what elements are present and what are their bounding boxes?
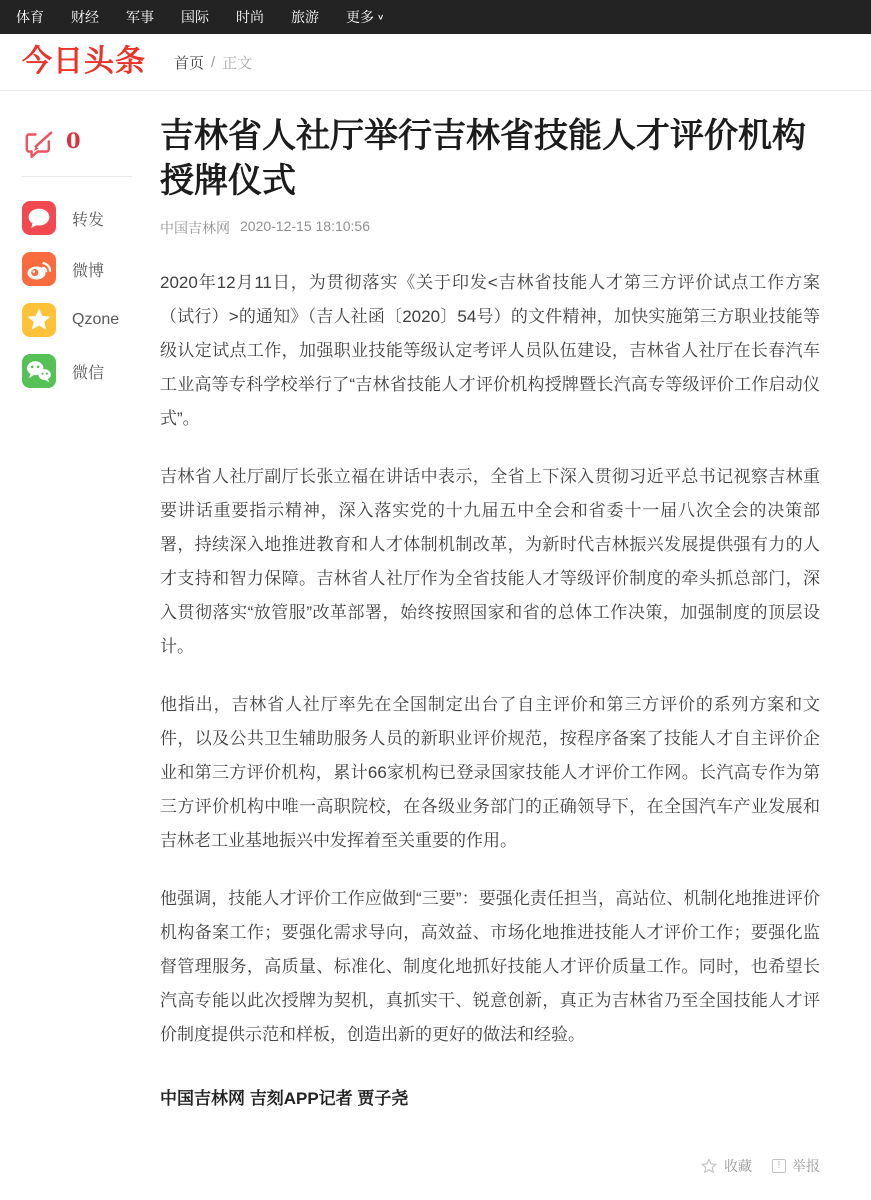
breadcrumb-separator: /: [211, 53, 216, 71]
weibo-icon: [22, 252, 56, 286]
comment-count: 0: [66, 128, 81, 153]
article-source: 中国吉林网: [160, 219, 230, 236]
nav-item-finance[interactable]: 财经: [71, 9, 99, 25]
site-logo[interactable]: 今日头条: [22, 45, 146, 78]
wechat-icon: [22, 354, 56, 388]
share-item-label: 微信: [72, 364, 105, 382]
share-item-repost[interactable]: [22, 201, 160, 235]
report-icon: !: [772, 1159, 786, 1173]
share-item-wechat[interactable]: [22, 354, 160, 388]
nav-item-sports[interactable]: 体育: [16, 9, 44, 25]
report-label: 举报: [792, 1157, 820, 1174]
share-item-qzone[interactable]: [22, 303, 160, 337]
report-button[interactable]: [772, 1156, 820, 1176]
star-icon: [700, 1157, 718, 1175]
article-byline: 中国吉林网 吉刻APP记者 贾子尧: [160, 1088, 409, 1108]
nav-item-international[interactable]: 国际: [181, 9, 209, 25]
breadcrumb-current: 正文: [222, 54, 253, 72]
nav-item-more[interactable]: [346, 7, 384, 27]
share-item-label: 微博: [72, 262, 105, 280]
article-paragraph: 他指出，吉林省人社厅率先在全国制定出台了自主评价和第三方评价的系列方案和文件，以及公共卫生辅助服务人员的新职业评价规范，按程序备案了技能人才自主评价企业和第三方评价机构，累计66家机构已登录国家技能人才评价工作网。长汽高专作为第三方评价机构中唯一高职院校，在各级业务部门的正确领导下，在全国汽车产业发展和吉林老工业基地振兴中发挥着至关重要的作用。: [160, 694, 820, 850]
share-item-label: 转发: [72, 211, 105, 229]
article-title: 吉林省人社厅举行吉林省技能人才评价机构授牌仪式: [160, 117, 806, 200]
chat-bubble-icon: [22, 201, 56, 235]
article-datetime: 2020-12-15 18:10:56: [240, 217, 370, 234]
breadcrumb: [174, 52, 252, 73]
article: [160, 114, 820, 1200]
breadcrumb-home[interactable]: 首页: [174, 54, 205, 72]
chevron-down-icon: ∨: [377, 12, 385, 22]
favorite-button[interactable]: [700, 1156, 752, 1176]
article-paragraph: 2020年12月11日，为贯彻落实《关于印发<吉林省技能人才第三方评价试点工作方案（试行）>的通知》（吉人社函〔2020〕54号）的文件精神，加快实施第三方职业技能等级认定试点工作，加强职业技能等级认定考评人员队伍建设，吉林省人社厅在长春汽车工业高等专科学校举行了“吉林省技能人才评价机构授牌暨长汽高专等级评价工作启动仪式”。: [160, 272, 820, 428]
article-actions: [160, 1156, 820, 1176]
share-sidebar: [0, 114, 160, 1200]
share-item-weibo[interactable]: [22, 252, 160, 286]
site-header: [0, 34, 871, 91]
top-nav: [0, 0, 871, 34]
nav-item-military[interactable]: 军事: [126, 9, 154, 25]
nav-more-label: 更多: [346, 9, 374, 25]
comment-count-widget[interactable]: [22, 128, 160, 162]
article-meta: [160, 218, 820, 238]
article-paragraph: 吉林省人社厅副厅长张立福在讲话中表示，全省上下深入贯彻习近平总书记视察吉林重要讲话重要指示精神，深入落实党的十九届五中全会和省委十一届八次全会的决策部署，持续深入地推进教育和人才体制机制改革，为新时代吉林振兴发展提供强有力的人才支持和智力保障。吉林省人社厅作为全省技能人才等级评价制度的牵头抓总部门，深入贯彻落实“放管服”改革部署，始终按照国家和省的总体工作决策，加强制度的顶层设计。: [160, 466, 820, 656]
article-paragraph: 他强调，技能人才评价工作应做到“三要”：要强化责任担当，高站位、机制化地推进评价机构备案工作；要强化需求导向，高效益、市场化地推进技能人才评价工作；要强化监督管理服务，高质量、标准化、制度化地抓好技能人才评价质量工作。同时，也希望长汽高专能以此次授牌为契机，真抓实干、锐意创新，真正为吉林省乃至全国技能人才评价制度提供示范和样板，创造出新的更好的做法和经验。: [160, 888, 820, 1044]
nav-item-travel[interactable]: 旅游: [291, 9, 319, 25]
sidebar-divider: [22, 176, 132, 177]
content-area: [0, 91, 871, 1200]
share-item-label: Qzone: [72, 311, 120, 328]
nav-item-fashion[interactable]: 时尚: [236, 9, 264, 25]
favorite-label: 收藏: [724, 1157, 752, 1174]
comment-edit-icon: [22, 128, 56, 162]
qzone-star-icon: [22, 303, 56, 337]
